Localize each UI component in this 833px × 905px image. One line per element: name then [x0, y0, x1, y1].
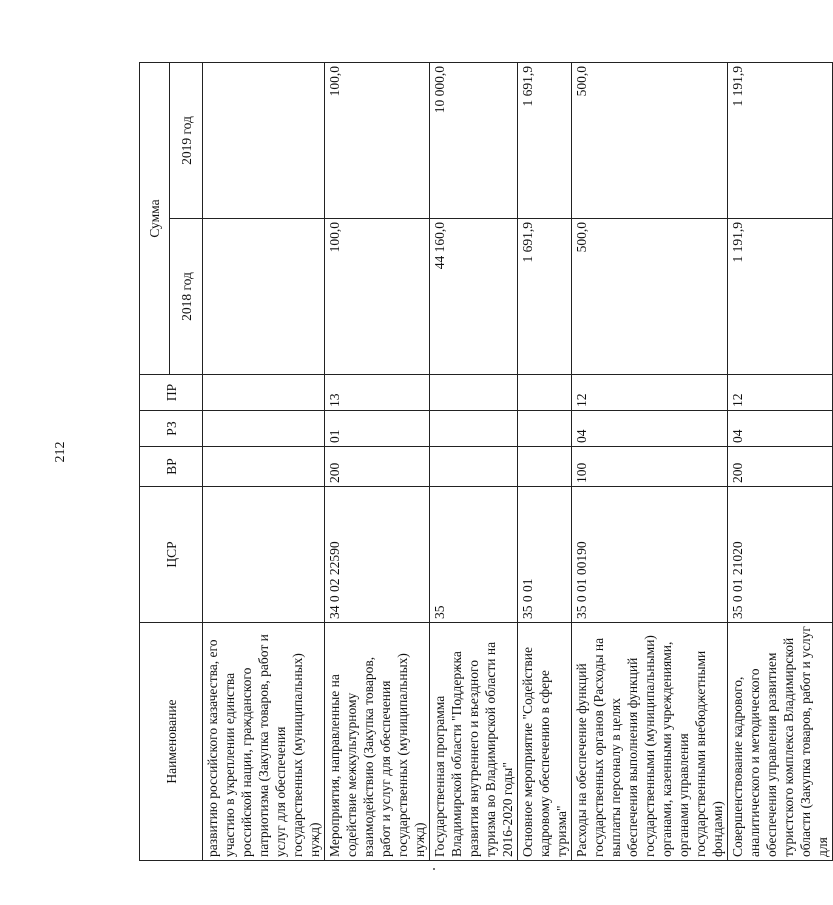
- cell-2018: 500,0: [572, 219, 728, 375]
- cell-pr: 12: [728, 375, 833, 411]
- table-row: [325, 62, 430, 860]
- cell-csr: 35 0 01: [518, 487, 572, 623]
- cell-name: Совершенствование кадрового, аналитического и методического обеспечения управления развитием туристского комплекса Владимирской области (Закупка товаров, работ и услуг для: [728, 623, 833, 861]
- cell-vr: [203, 447, 325, 487]
- cell-2019: 1 691,9: [518, 62, 572, 218]
- cell-rz: [203, 411, 325, 447]
- header-csr: ЦСР: [140, 487, 203, 623]
- cell-2019: 1 191,9: [728, 62, 833, 218]
- header-2019: 2019 год: [170, 62, 203, 218]
- header-pr: ПР: [140, 375, 203, 411]
- table-row: [728, 62, 833, 860]
- header-name: Наименование: [140, 623, 203, 861]
- cell-vr: [518, 447, 572, 487]
- cell-rz: [430, 411, 518, 447]
- cell-2019: 10 000,0: [430, 62, 518, 218]
- cell-name: Государственная программа Владимирской области "Поддержка развития внутреннего и въездного туризма во Владимирской области на 2016-2020 годы": [430, 623, 518, 861]
- cell-name: Основное мероприятие "Содействие кадровому обеспечению в сфере туризма": [518, 623, 572, 861]
- cell-2019: [203, 62, 325, 218]
- budget-table-rotated: [139, 63, 830, 861]
- cell-pr: 13: [325, 375, 430, 411]
- cell-csr: [203, 487, 325, 623]
- cell-vr: 200: [728, 447, 833, 487]
- header-row-1: [140, 62, 170, 860]
- cell-vr: 100: [572, 447, 728, 487]
- cell-pr: [203, 375, 325, 411]
- cell-name: Мероприятия, направленные на содействие межкультурному взаимодействию (Закупка товаров, работ и услуг для обеспечения государственных (муниципальных) нужд): [325, 623, 430, 861]
- cell-vr: [430, 447, 518, 487]
- header-sum: Сумма: [140, 62, 170, 374]
- cell-csr: 34 0 02 22590: [325, 487, 430, 623]
- cell-csr: 35: [430, 487, 518, 623]
- scan-speck: [433, 868, 435, 870]
- cell-csr: 35 0 01 00190: [572, 487, 728, 623]
- cell-rz: 04: [728, 411, 833, 447]
- cell-pr: [518, 375, 572, 411]
- cell-pr: 12: [572, 375, 728, 411]
- table-row: [518, 62, 572, 860]
- cell-2018: [203, 219, 325, 375]
- cell-name: развитию российского казачества, его участию в укреплении единства российской нации, гражданского патриотизма (Закупка товаров, работ и услуг для обеспечения государственных (муниципальных) нужд): [203, 623, 325, 861]
- header-vr: ВР: [140, 447, 203, 487]
- table-row: [203, 62, 325, 860]
- cell-rz: 01: [325, 411, 430, 447]
- cell-2018: 1 691,9: [518, 219, 572, 375]
- cell-2019: 500,0: [572, 62, 728, 218]
- cell-2018: 1 191,9: [728, 219, 833, 375]
- cell-vr: 200: [325, 447, 430, 487]
- header-2018: 2018 год: [170, 219, 203, 375]
- cell-2018: 100,0: [325, 219, 430, 375]
- cell-rz: 04: [572, 411, 728, 447]
- cell-2018: 44 160,0: [430, 219, 518, 375]
- cell-csr: 35 0 01 21020: [728, 487, 833, 623]
- cell-pr: [430, 375, 518, 411]
- cell-rz: [518, 411, 572, 447]
- cell-2019: 100,0: [325, 62, 430, 218]
- table-row: [430, 62, 518, 860]
- budget-table: [139, 62, 833, 861]
- table-row: [572, 62, 728, 860]
- header-rz: РЗ: [140, 411, 203, 447]
- cell-name: Расходы на обеспечение функций государственных органов (Расходы на выплаты персоналу в целях обеспечения выполнения функций государственными (муниципальными) органами, казенными учреждениями, органами управления государственными внебюджетными фондами): [572, 623, 728, 861]
